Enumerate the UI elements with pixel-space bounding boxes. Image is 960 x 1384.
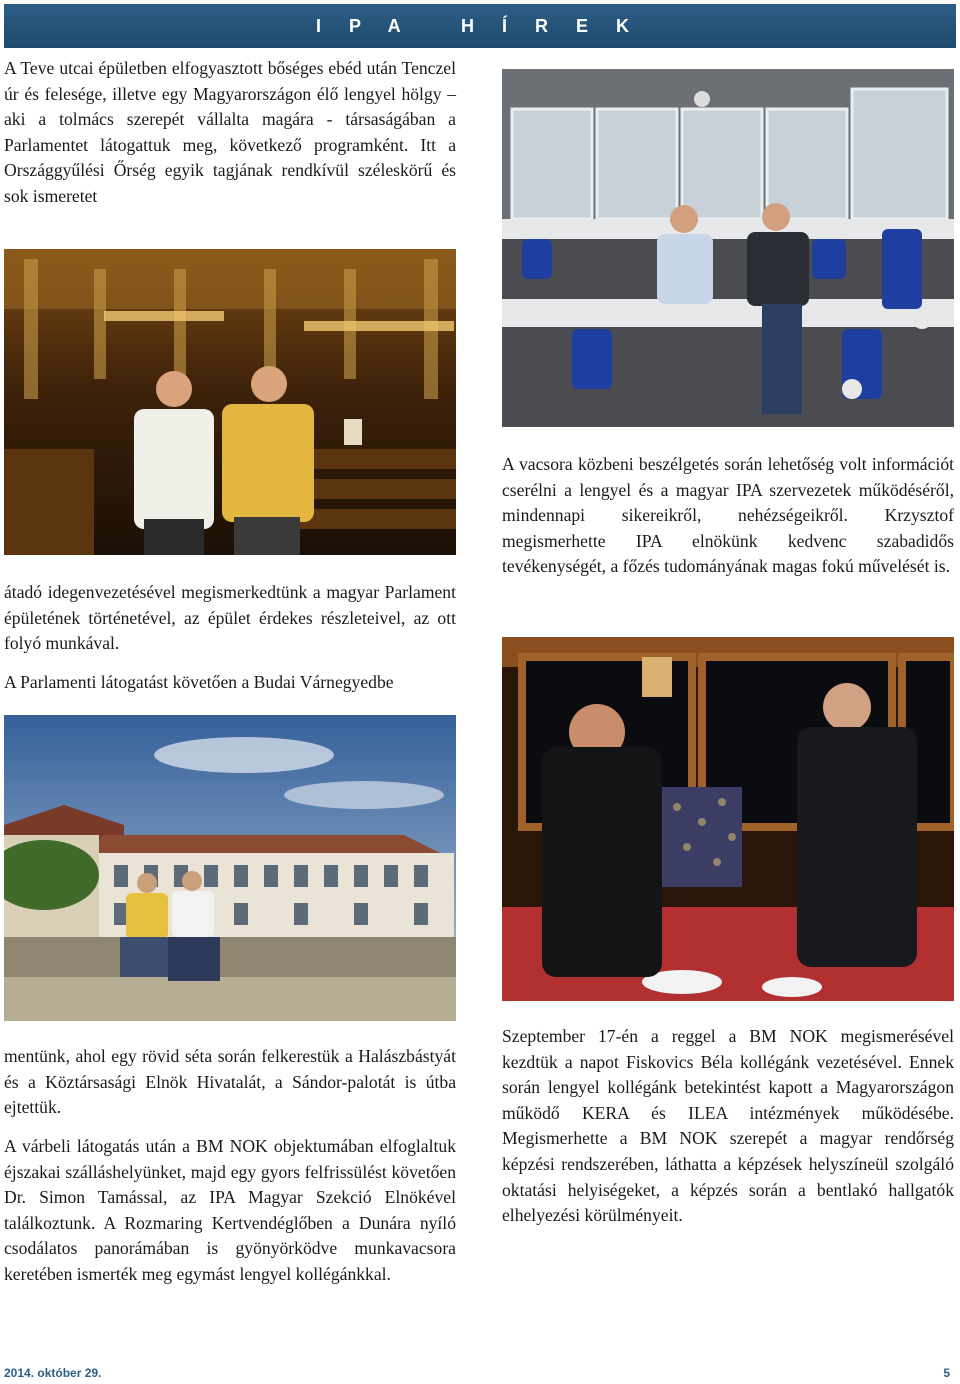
- interpreter-booth-photo: [502, 69, 954, 427]
- paragraph-6: A vacsora közbeni beszélgetés során lehetőség volt információt cserélni a lengyel és a magyar IPA szervezetek működéséről, mindennapi sikereikről, nehézségeikről. Krzysztof megismerhette IPA elnökünk kedvenc szabadidős tevékenységét, a főzés tudományának magas fokú művelését is.: [502, 454, 954, 577]
- paragraph-5: A várbeli látogatás után a BM NOK objektumában elfoglaltuk éjszakai szálláshelyünket, majd egy gyors felfrissülést követően Dr. Simon Tamással, az IPA Magyar Szekció Elnökével találkoztunk. A Rozmaring Kertvendéglőben a Dunára nyíló csodálatos panorámában is gyönyörködve munkavacsora keretében ismerték meg egymást lengyel kollégánkkal.: [4, 1136, 456, 1284]
- header-bar: [4, 4, 956, 48]
- gift-exchange-photo: [502, 637, 954, 1001]
- section-title: IPA HÍREK: [316, 16, 658, 36]
- paragraph-1: A Teve utcai épületben elfogyasztott bőséges ebéd után Tenczel úr és felesége, illetve egy Magyarországon élő lengyel hölgy – aki a tolmács szerepét vállalta magára - társaságában a Parlamentet látogattuk meg, következő programként. Itt a Országgyűlési Őrség egyik tagjának rendkívül széleskörű és sok ismeretet: [4, 58, 456, 206]
- parliament-hall-photo: [4, 249, 456, 555]
- paragraph-3: A Parlamenti látogatást követően a Budai Várnegyedbe: [4, 672, 394, 692]
- paragraph-4: mentünk, ahol egy rövid séta során felkerestük a Halászbástyát és a Köztársasági Elnök Hivatalát, a Sándor-palotát is útba ejtettük.: [4, 1046, 456, 1118]
- footer-date: 2014. október 29.: [4, 1366, 102, 1380]
- paragraph-2: átadó idegenvezetésével megismerkedtünk a magyar Parlament épületének történetével, az épület érdekes részleteivel, az ott folyó munkával.: [4, 582, 456, 654]
- page-number: 5: [943, 1366, 950, 1380]
- paragraph-7: Szeptember 17-én a reggel a BM NOK megismerésével kezdtük a napot Fiskovics Béla kollégánk vezetésével. Ennek során lengyel kollégánk betekintést kapott a Magyarországon működő KERA és ILEA intézmények működésébe. Megismerhette a BM NOK szerepét a magyar rendőrség képzési rendszerében, láthatta a képzések helyszíneül szolgáló oktatási helyiségeket, a képzés során a bentlakó hallgatók elhelyezési körülményeit.: [502, 1026, 954, 1226]
- buda-castle-photo: [4, 715, 456, 1021]
